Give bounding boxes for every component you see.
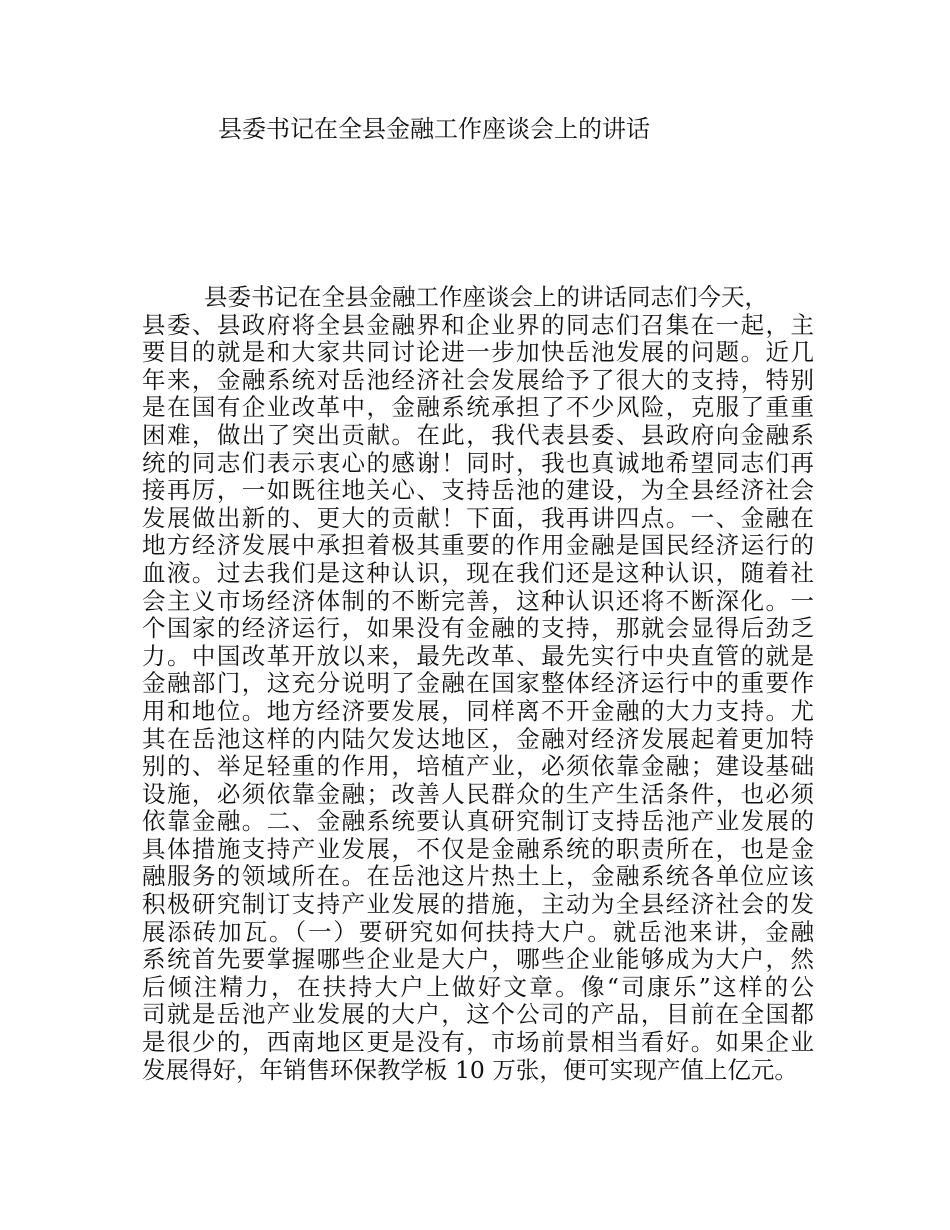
body-line: 是很少的，西南地区更是没有，市场前景相当看好。如果企业: [142, 1029, 814, 1057]
body-line: 会主义市场经济体制的不断完善，这种认识还将不断深化。一: [142, 587, 814, 615]
body-line: 是在国有企业改革中，金融系统承担了不少风险，克服了重重: [142, 394, 814, 422]
body-line: 金融部门，这充分说明了金融在国家整体经济运行中的重要作: [142, 670, 814, 698]
body-line: 系统首先要掌握哪些企业是大户，哪些企业能够成为大户，然: [142, 946, 814, 974]
body-line: 依靠金融。二、金融系统要认真研究制订支持岳池产业发展的: [142, 808, 814, 836]
body-line: 发展得好，年销售环保教学板 10 万张，便可实现产值上亿元。: [142, 1056, 798, 1084]
body-line: 年来，金融系统对岳池经济社会发展给予了很大的支持，特别: [142, 366, 814, 394]
body-line: 展添砖加瓦。（一）要研究如何扶持大户。就岳池来讲，金融: [142, 918, 814, 946]
body-line: 具体措施支持产业发展，不仅是金融系统的职责所在，也是金: [142, 835, 814, 863]
body-line: 用和地位。地方经济要发展，同样离不开金融的大力支持。尤: [142, 697, 814, 725]
body-line: 要目的就是和大家共同讨论进一步加快岳池发展的问题。近几: [142, 339, 814, 367]
body-line: 县委书记在全县金融工作座谈会上的讲话同志们今天，: [204, 284, 768, 311]
body-line: 血液。过去我们是这种认识，现在我们还是这种认识，随着社: [142, 559, 814, 587]
body-line: 设施，必须依靠金融；改善人民群众的生产生活条件，也必须: [142, 780, 814, 808]
body-line: 县委、县政府将全县金融界和企业界的同志们召集在一起，主: [142, 311, 814, 339]
body-line: 积极研究制订支持产业发展的措施，主动为全县经济社会的发: [142, 891, 814, 919]
body-line: 力。中国改革开放以来，最先改革、最先实行中央直管的就是: [142, 642, 814, 670]
body-line: 后倾注精力，在扶持大户上做好文章。像“司康乐”这样的公: [142, 973, 814, 1001]
body-line: 地方经济发展中承担着极其重要的作用金融是国民经济运行的: [142, 532, 814, 560]
body-line: 融服务的领域所在。在岳池这片热土上，金融系统各单位应该: [142, 863, 814, 891]
body-line: 别的、举足轻重的作用，培植产业，必须依靠金融；建设基础: [142, 753, 814, 781]
body-line: 接再厉，一如既往地关心、支持岳池的建设，为全县经济社会: [142, 477, 814, 505]
body-line: 发展做出新的、更大的贡献！下面，我再讲四点。一、金融在: [142, 504, 814, 532]
body-line: 个国家的经济运行，如果没有金融的支持，那就会显得后劲乏: [142, 615, 814, 643]
body-line: 司就是岳池产业发展的大户，这个公司的产品，目前在全国都: [142, 1001, 814, 1029]
document-body: [142, 284, 814, 1084]
body-line: 统的同志们表示衷心的感谢！同时，我也真诚地希望同志们再: [142, 449, 814, 477]
document-title: 县委书记在全县金融工作座谈会上的讲话: [218, 115, 650, 143]
body-line: 其在岳池这样的内陆欠发达地区，金融对经济发展起着更加特: [142, 725, 814, 753]
body-line: 困难，做出了突出贡献。在此，我代表县委、县政府向金融系: [142, 421, 814, 449]
